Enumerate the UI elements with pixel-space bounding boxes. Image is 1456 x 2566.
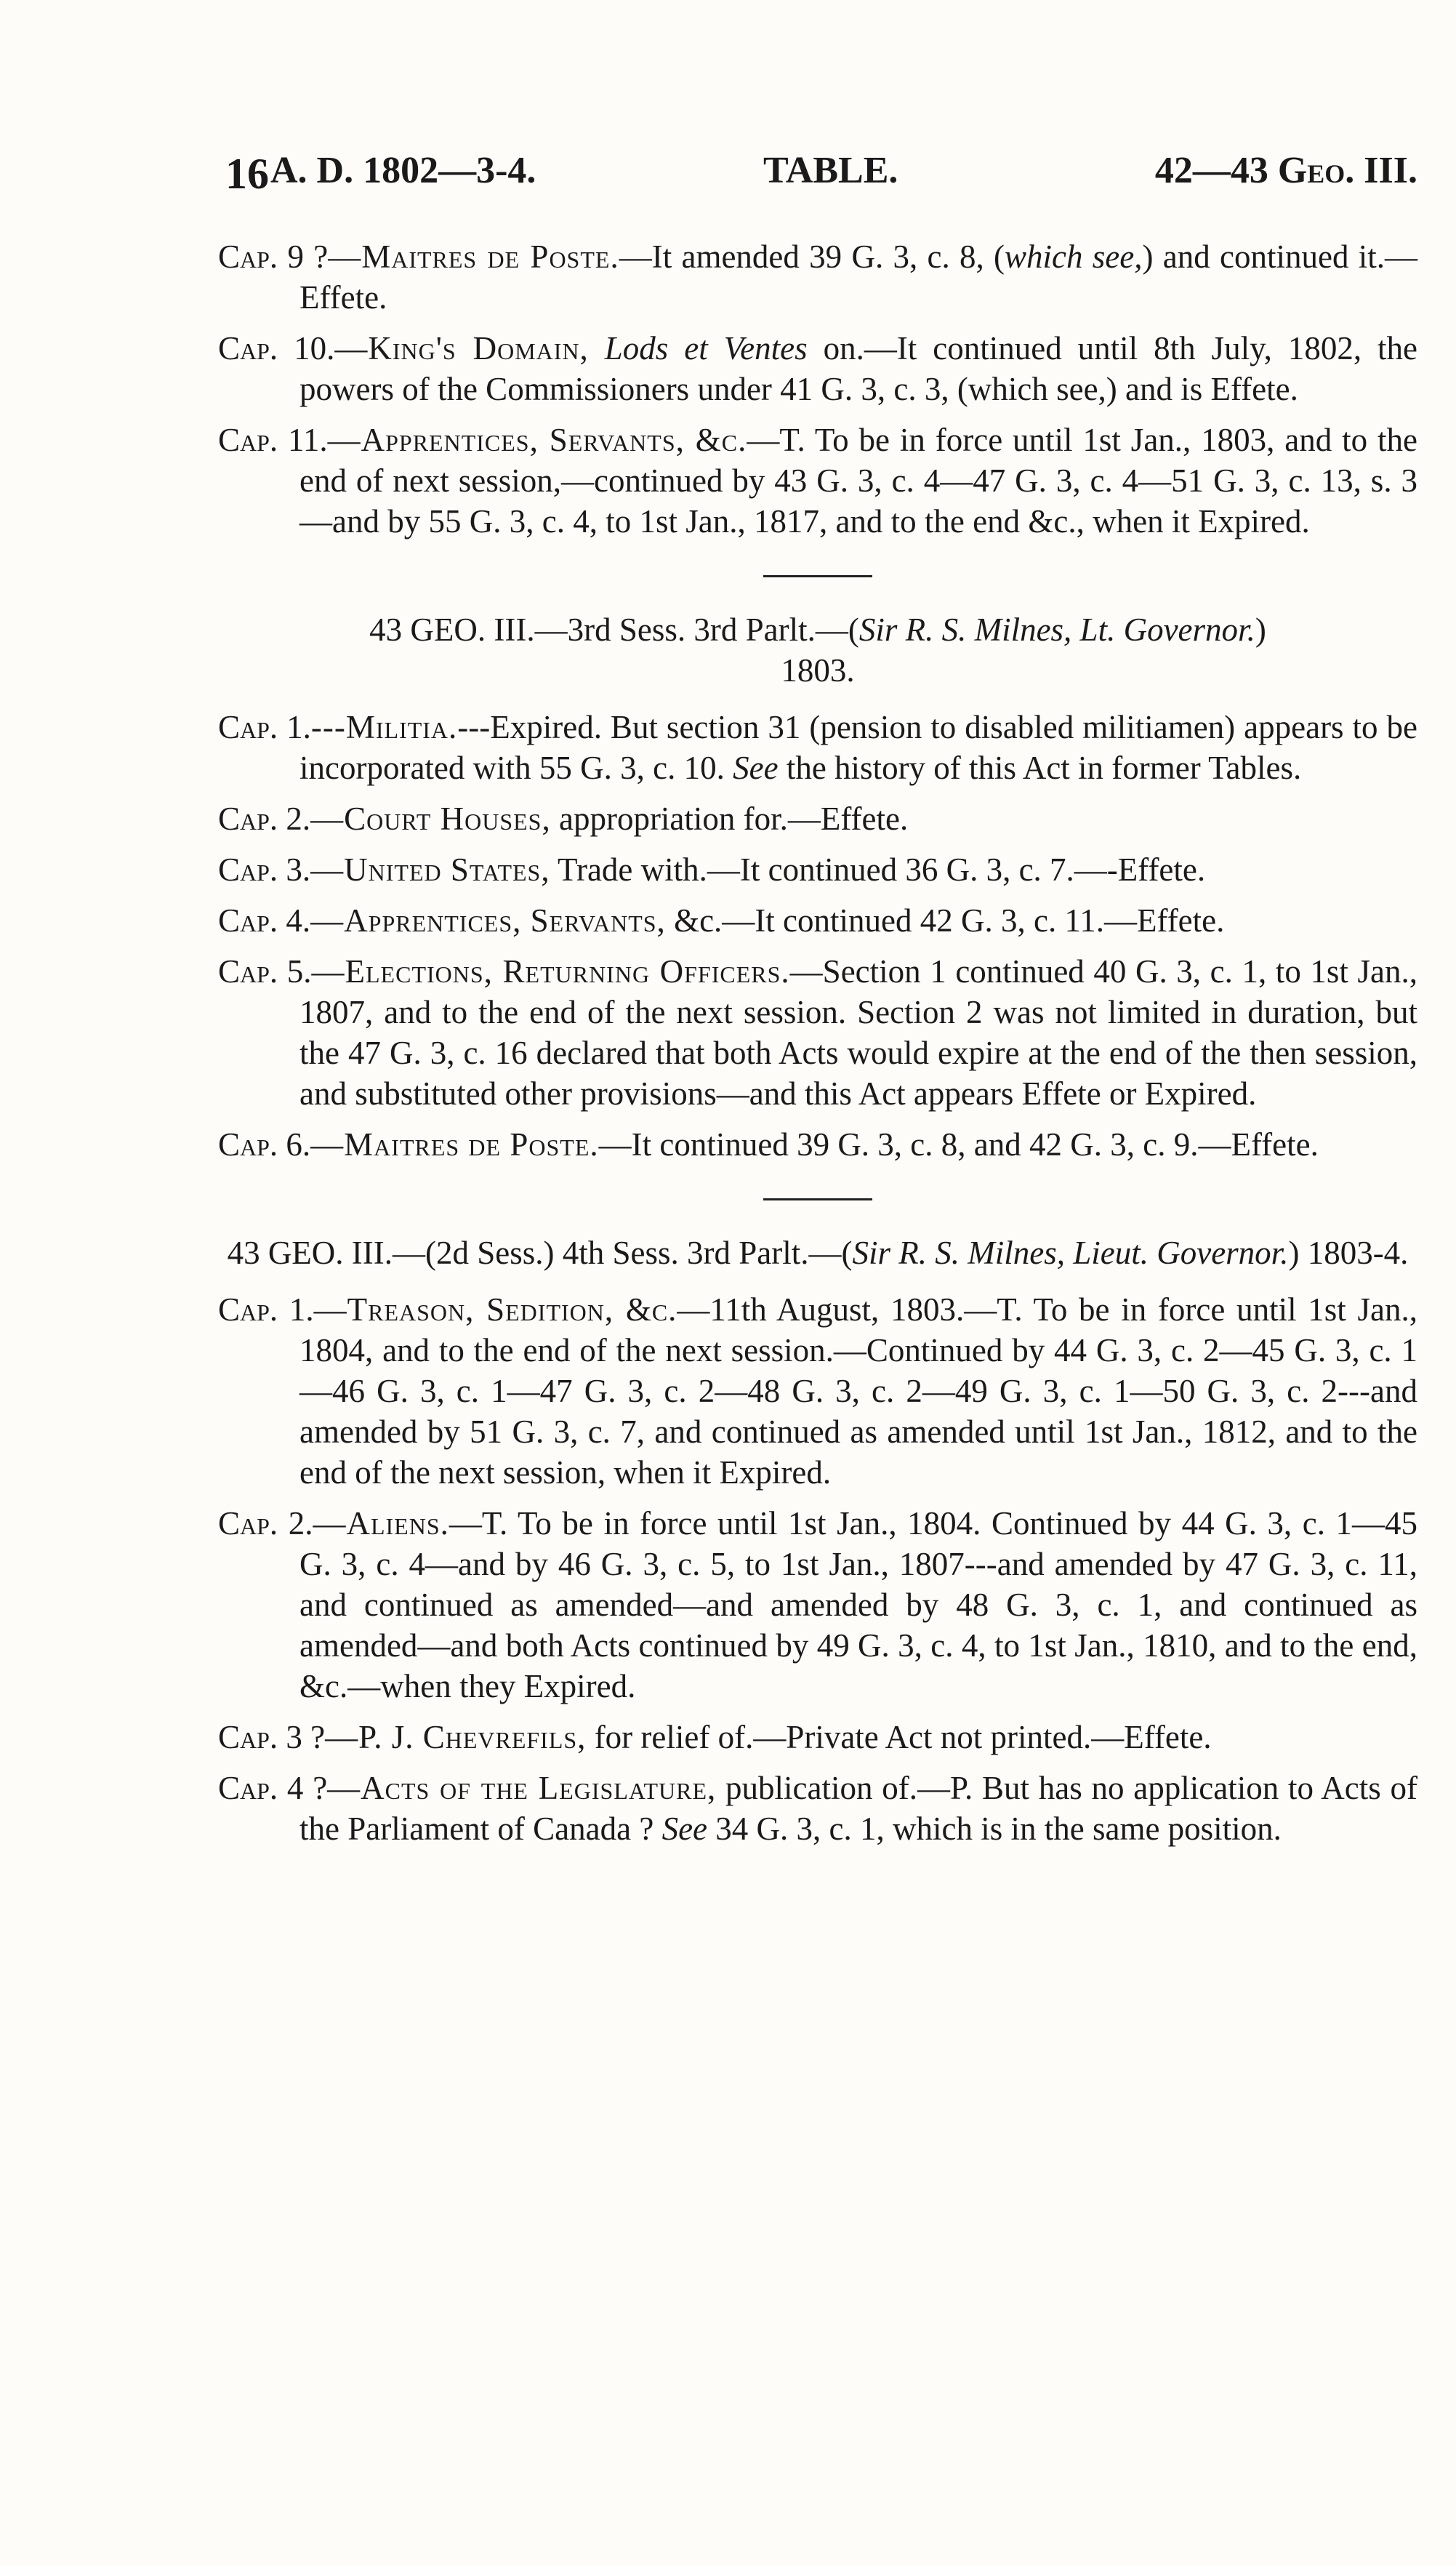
header-years: A. D. 1802—3-4. <box>270 150 536 191</box>
entry-cap-9: Cap. 9 ?—Maitres de Poste.—It amended 39 G. 3, c. 8, (which see,) and continued it.—Effete. <box>218 238 1417 316</box>
entry-cap-2: Cap. 2.—Court Houses, appropriation for.—Effete. <box>218 801 909 837</box>
session-year: 1803. <box>781 652 855 689</box>
entry-cap-3: Cap. 3.—United States, Trade with.—It continued 36 G. 3, c. 7.—-Effete. <box>218 851 1206 888</box>
session-heading: 43 GEO. III.—3rd Sess. 3rd Parlt.—(Sir R. S. Milnes, Lt. Governor.) 1803. <box>218 609 1417 691</box>
entry-cap-3: Cap. 3 ?—P. J. Chevrefils, for relief of.—Private Act not printed.—Effete. <box>218 1719 1212 1755</box>
entry-cap-11: Cap. 11.—Apprentices, Servants, &c.—T. To be in force until 1st Jan., 1803, and to the end of next session,—continued by 43 G. 3, c. 4—47 G. 3, c. 4—51 G. 3, c. 13, s. 3—and by 55 G. 3, c. 4, to 1st Jan., 1817, and to the end &c., when it Expired. <box>218 422 1417 540</box>
page-content <box>218 236 1417 1859</box>
entry-cap-6: Cap. 6.—Maitres de Poste.—It continued 39 G. 3, c. 8, and 42 G. 3, c. 9.—Effete. <box>218 1126 1319 1163</box>
entry-cap-10: Cap. 10.—King's Domain, Lods et Ventes on.—It continued until 8th July, 1802, the powers of the Commissioners under 41 G. 3, c. 3, (which see,) and is Effete. <box>218 330 1418 407</box>
section-42-geo-iii <box>218 236 1417 542</box>
header-title: TABLE. <box>763 150 898 191</box>
header-reign: 42—43 Geo. III. <box>1154 150 1417 191</box>
section-divider <box>763 1198 872 1200</box>
page-number: 16 <box>225 150 269 198</box>
entry-cap-1: Cap. 1.—Treason, Sedition, &c.—11th August, 1803.—T. To be in force until 1st Jan., 1804, and to the end of the next session.—Continued by 44 G. 3, c. 2—45 G. 3, c. 1—46 G. 3, c. 1—47 G. 3, c. 2—48 G. 3, c. 2—49 G. 3, c. 1—50 G. 3, c. 2---and amended by 51 G. 3, c. 7, and continued as amended until 1st Jan., 1812, and to the end of the next session, when it Expired. <box>218 1291 1417 1491</box>
entry-cap-1: Cap. 1.---Militia.---Expired. But section 31 (pension to disabled militiamen) appears to be incorporated with 55 G. 3, c. 10. See the history of this Act in former Tables. <box>218 709 1417 786</box>
entry-cap-5: Cap. 5.—Elections, Returning Officers.—Section 1 continued 40 G. 3, c. 1, to 1st Jan., 1807, and to the end of the next session. Section 2 was not limited in duration, but the 47 G. 3, c. 16 declared that both Acts would expire at the end of the then session, and substituted other provisions—and this Act appears Effete or Expired. <box>218 953 1417 1112</box>
entry-cap-4: Cap. 4.—Apprentices, Servants, &c.—It continued 42 G. 3, c. 11.—Effete. <box>218 902 1225 939</box>
section-43-geo-iii-3rd-sess <box>218 609 1417 1165</box>
entry-cap-2: Cap. 2.—Aliens.—T. To be in force until 1st Jan., 1804. Continued by 44 G. 3, c. 1—45 G. 3, c. 4—and by 46 G. 3, c. 5, to 1st Jan., 1807---and amended by 47 G. 3, c. 11, and continued as amended—and amended by 48 G. 3, c. 1, and continued as amended—and both Acts continued by 49 G. 3, c. 4, to 1st Jan., 1810, and to the end, &c.—when they Expired. <box>218 1505 1418 1704</box>
section-43-geo-iii-4th-sess <box>218 1232 1417 1849</box>
session-heading: 43 GEO. III.—(2d Sess.) 4th Sess. 3rd Parlt.—(Sir R. S. Milnes, Lieut. Governor.) 1803-4. <box>227 1235 1409 1271</box>
entry-cap-4: Cap. 4 ?—Acts of the Legislature, publication of.—P. But has no application to Acts of the Parliament of Canada ? See 34 G. 3, c. 1, which is in the same position. <box>218 1770 1417 1847</box>
running-header <box>225 149 1417 207</box>
section-divider <box>763 575 872 577</box>
